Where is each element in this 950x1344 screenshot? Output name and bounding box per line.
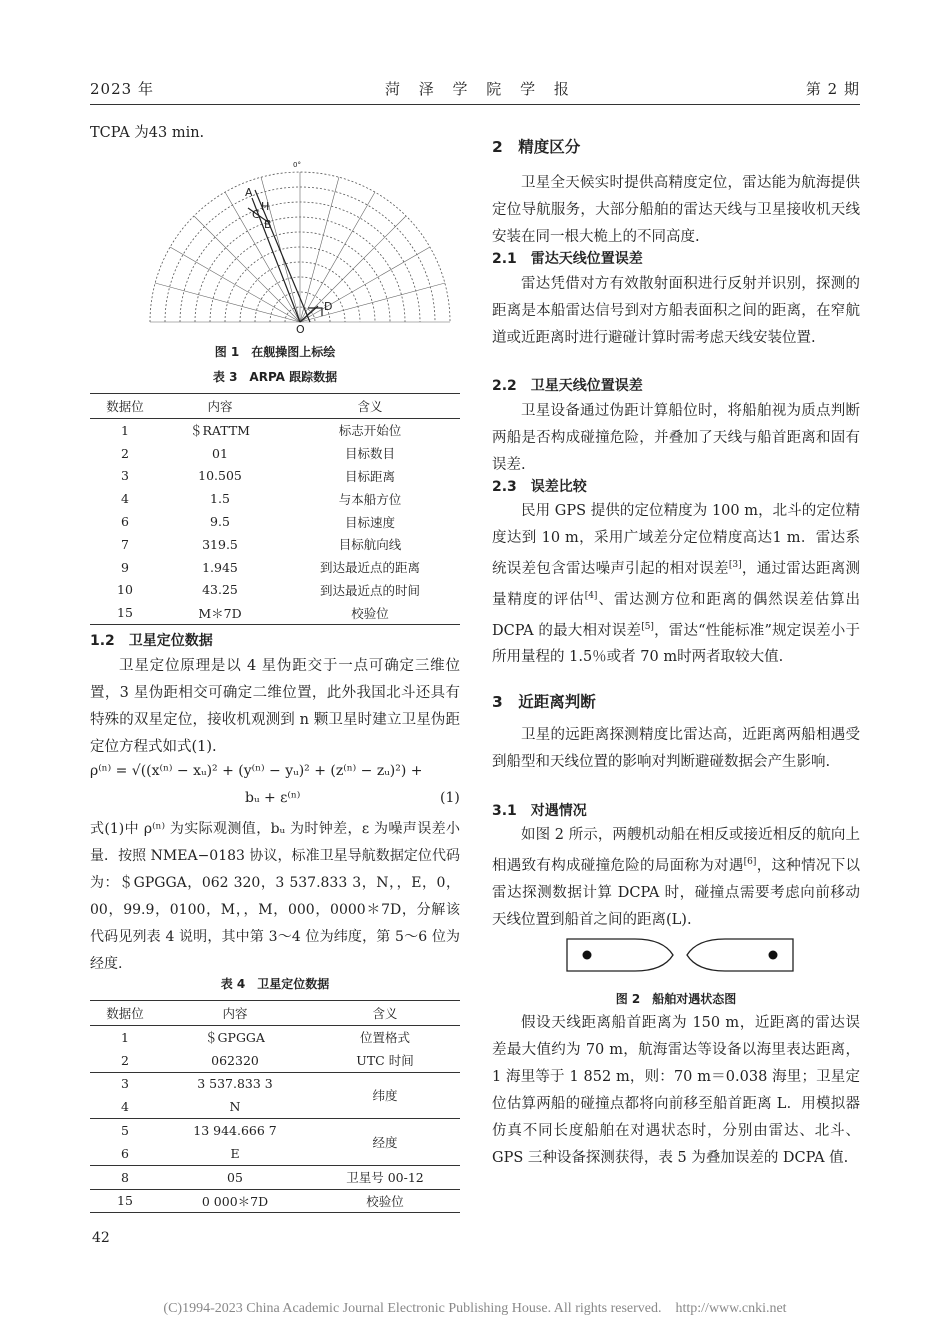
table3-header-cell: 含义 [280, 394, 460, 419]
fig1-top-bearing: 0° [293, 161, 301, 169]
citation-6[interactable]: [6] [743, 857, 757, 867]
table4-header-cell: 数据位 [90, 1001, 160, 1026]
section-3-1-paragraph-2: 假设天线距离船首距离为 150 m，近距离的雷达误差最大值约为 70 m，航海雷达等设备以海里表达距离，1 海里等于 1 852 m，则：70 m＝0.038 海里；卫星定位估算两船的碰撞点都将向前移至船首距离 L．用模拟器仿真不同长度船舶在对遇状态时，分别由雷达、北斗、GPS 三种设备探测获得，表 5 为叠加误差的 DCPA 值. [492, 1015, 860, 1166]
table-row: 7 319.5 目标航向线 [121, 536, 402, 553]
equation-line-1: ρ⁽ⁿ⁾ = √((x⁽ⁿ⁾ − xᵤ)² + (y⁽ⁿ⁾ − yᵤ)² + (z⁽ⁿ⁾ − zᵤ)²) + [90, 763, 423, 779]
section-2-1-title: 2.1 雷达天线位置误差 [492, 251, 643, 267]
figure1-caption: 图 1 在舰操图上标绘 [214, 345, 336, 359]
header-year: 2023 年 [90, 80, 154, 98]
figure2-ships-diagram [565, 935, 795, 975]
section-3-title: 3 近距离判断 [492, 693, 596, 711]
section-3-paragraph: 卫星的远距离探测精度比雷达高，近距离两船相遇受到船型和天线位置的影响对判断避碰数据会产生影响. [492, 727, 860, 770]
table-row: 4 N [90, 1095, 460, 1118]
table-row: 8 05 卫星号 00-12 [90, 1165, 460, 1189]
table-row: 6 9.5 目标速度 [121, 514, 395, 530]
table-row: 4 1.5 与本船方位 [121, 491, 402, 507]
section-2-title: 2 精度区分 [492, 138, 581, 156]
table3-caption: 表 3 ARPA 跟踪数据 [212, 370, 338, 384]
fig1-label-a: A [245, 186, 253, 199]
ship-left-antenna [583, 951, 592, 960]
fig1-label-o: O [296, 323, 305, 335]
table-row: 9 1.945 到达最近点的距离 [121, 559, 420, 576]
equation-number: (1) [440, 790, 460, 806]
table4-caption: 表 4 卫星定位数据 [220, 977, 330, 991]
section-1-2-paragraph-2: 式(1)中 ρ⁽ⁿ⁾ 为实际观测值，bᵤ 为时钟差，ε 为噪声误差小量．按照 NMEA−0183 协议，标准卫星导航数据定位代码为：＄GPGGA，062 320，3 537.833 3，N，，E，0，00，99.9，0100，M，，M，000，0000＊7D，分解该代码见列表 4 说明，其中第 3～4 位为纬度，第 5～6 位为经度. [90, 821, 460, 972]
latitude-cell: 纬度 [310, 1072, 460, 1119]
longitude-cell: 经度 [310, 1119, 460, 1166]
equation-line-2: bᵤ + ε⁽ⁿ⁾ [245, 790, 301, 806]
header-journal: 菏 泽 学 院 学 报 [385, 80, 576, 98]
table-row: 15 0 000＊7D 校验位 [117, 1193, 404, 1209]
section-2-1-paragraph: 雷达凭借对方有效散射面积进行反射并识别，探测的距离是本船雷达信号到对方船表面积之间的距离，在窄航道或近距离时进行避碰计算时需考虑天线安装位置. [492, 276, 860, 346]
fig1-label-b: B [264, 218, 272, 231]
table4-header-cell: 含义 [310, 1001, 460, 1026]
table3-header-cell: 数据位 [90, 394, 160, 419]
table-row: 3 10.505 目标距离 [121, 468, 395, 484]
table-row: 1 ＄RATTM 标志开始位 [121, 422, 402, 439]
fig1-label-d: D [324, 300, 333, 313]
table-row: 6 E [90, 1142, 460, 1165]
section-2-paragraph: 卫星全天候实时提供高精度定位，雷达能为航海提供定位导航服务，大部分船舶的雷达天线与卫星接收机天线安装在同一根大桅上的不同高度. [492, 175, 860, 245]
page-number: 42 [92, 1230, 110, 1246]
table4 [90, 1000, 460, 1213]
table3 [90, 393, 460, 625]
figure1-polar-plot [140, 150, 460, 335]
table-row: 10 43.25 到达最近点的时间 [117, 582, 420, 598]
table-row: 1 ＄GPGGA 位置格式 [121, 1029, 410, 1046]
citation-4[interactable]: [4] [584, 590, 598, 601]
section-1-2-title: 1.2 卫星定位数据 [90, 633, 213, 649]
fig1-label-c: C [252, 208, 260, 221]
figure2-caption: 图 2 船舶对遇状态图 [615, 992, 737, 1006]
section-3-1-paragraph: 如图 2 所示，两艘机动船在相反或接近相反的航向上相遇致有构成碰撞危险的局面称为对遇[6]，这种情况下以雷达探测数据计算 DCPA 时，碰撞点需要考虑向前移动天线位置到船首之间的距离(L). [492, 827, 861, 928]
fig1-label-h: H [261, 200, 270, 213]
section-3-1-title: 3.1 对遇情况 [492, 803, 587, 819]
section-2-3-paragraph: 民用 GPS 提供的定位精度为 100 m，北斗的定位精度达到 10 m，采用广域差分定位精度高达1 m．雷达系统误差包含雷达噪声引起的相对误差[3]，通过雷达距离测量精度的评估[4]、雷达测方位和距离的偶然误差估算出 DCPA 的最大相对误差[5]，雷达“性能标准”规定误差小于所用量程的 1.5％或者 70 m时两者取较大值. [492, 503, 861, 666]
header-issue: 第 2 期 [805, 80, 860, 98]
table-row: 3 3 537.833 3 纬度 [90, 1072, 460, 1095]
table3-header-cell: 内容 [160, 394, 280, 419]
citation-3[interactable]: [3] [728, 560, 742, 570]
table4-header-cell: 内容 [160, 1001, 310, 1026]
header-rule [90, 104, 860, 105]
table-row: 2 062320 UTC 时间 [90, 1049, 460, 1072]
section-2-3-title: 2.3 误差比较 [492, 479, 587, 495]
ship-right-antenna [769, 951, 778, 960]
table-row: 2 01 目标数目 [121, 445, 395, 462]
section-1-2-paragraph: 卫星定位原理是以 4 星伪距交于一点可确定三维位置，3 星伪距相交可确定二维位置，此外我国北斗还具有特殊的双星定位，接收机观测到 n 颗卫星时建立卫星伪距定位方程式如式(1). [90, 658, 460, 755]
copyright-footer: (C)1994-2023 China Academic Journal Electronic Publishing House. All rights reserved. http://www.cnki.net [163, 1301, 787, 1316]
citation-5[interactable]: [5] [641, 621, 654, 632]
intro-line: TCPA 为43 min. [90, 125, 205, 141]
table-row: 5 13 944.666 7 经度 [90, 1119, 460, 1142]
section-2-2-title: 2.2 卫星天线位置误差 [492, 378, 643, 394]
table-row: 15 M＊7D 校验位 [117, 605, 389, 621]
section-2-2-paragraph: 卫星设备通过伪距计算船位时，将船舶视为质点判断两船是否构成碰撞危险，并叠加了天线与船首距离和固有误差. [492, 403, 860, 473]
